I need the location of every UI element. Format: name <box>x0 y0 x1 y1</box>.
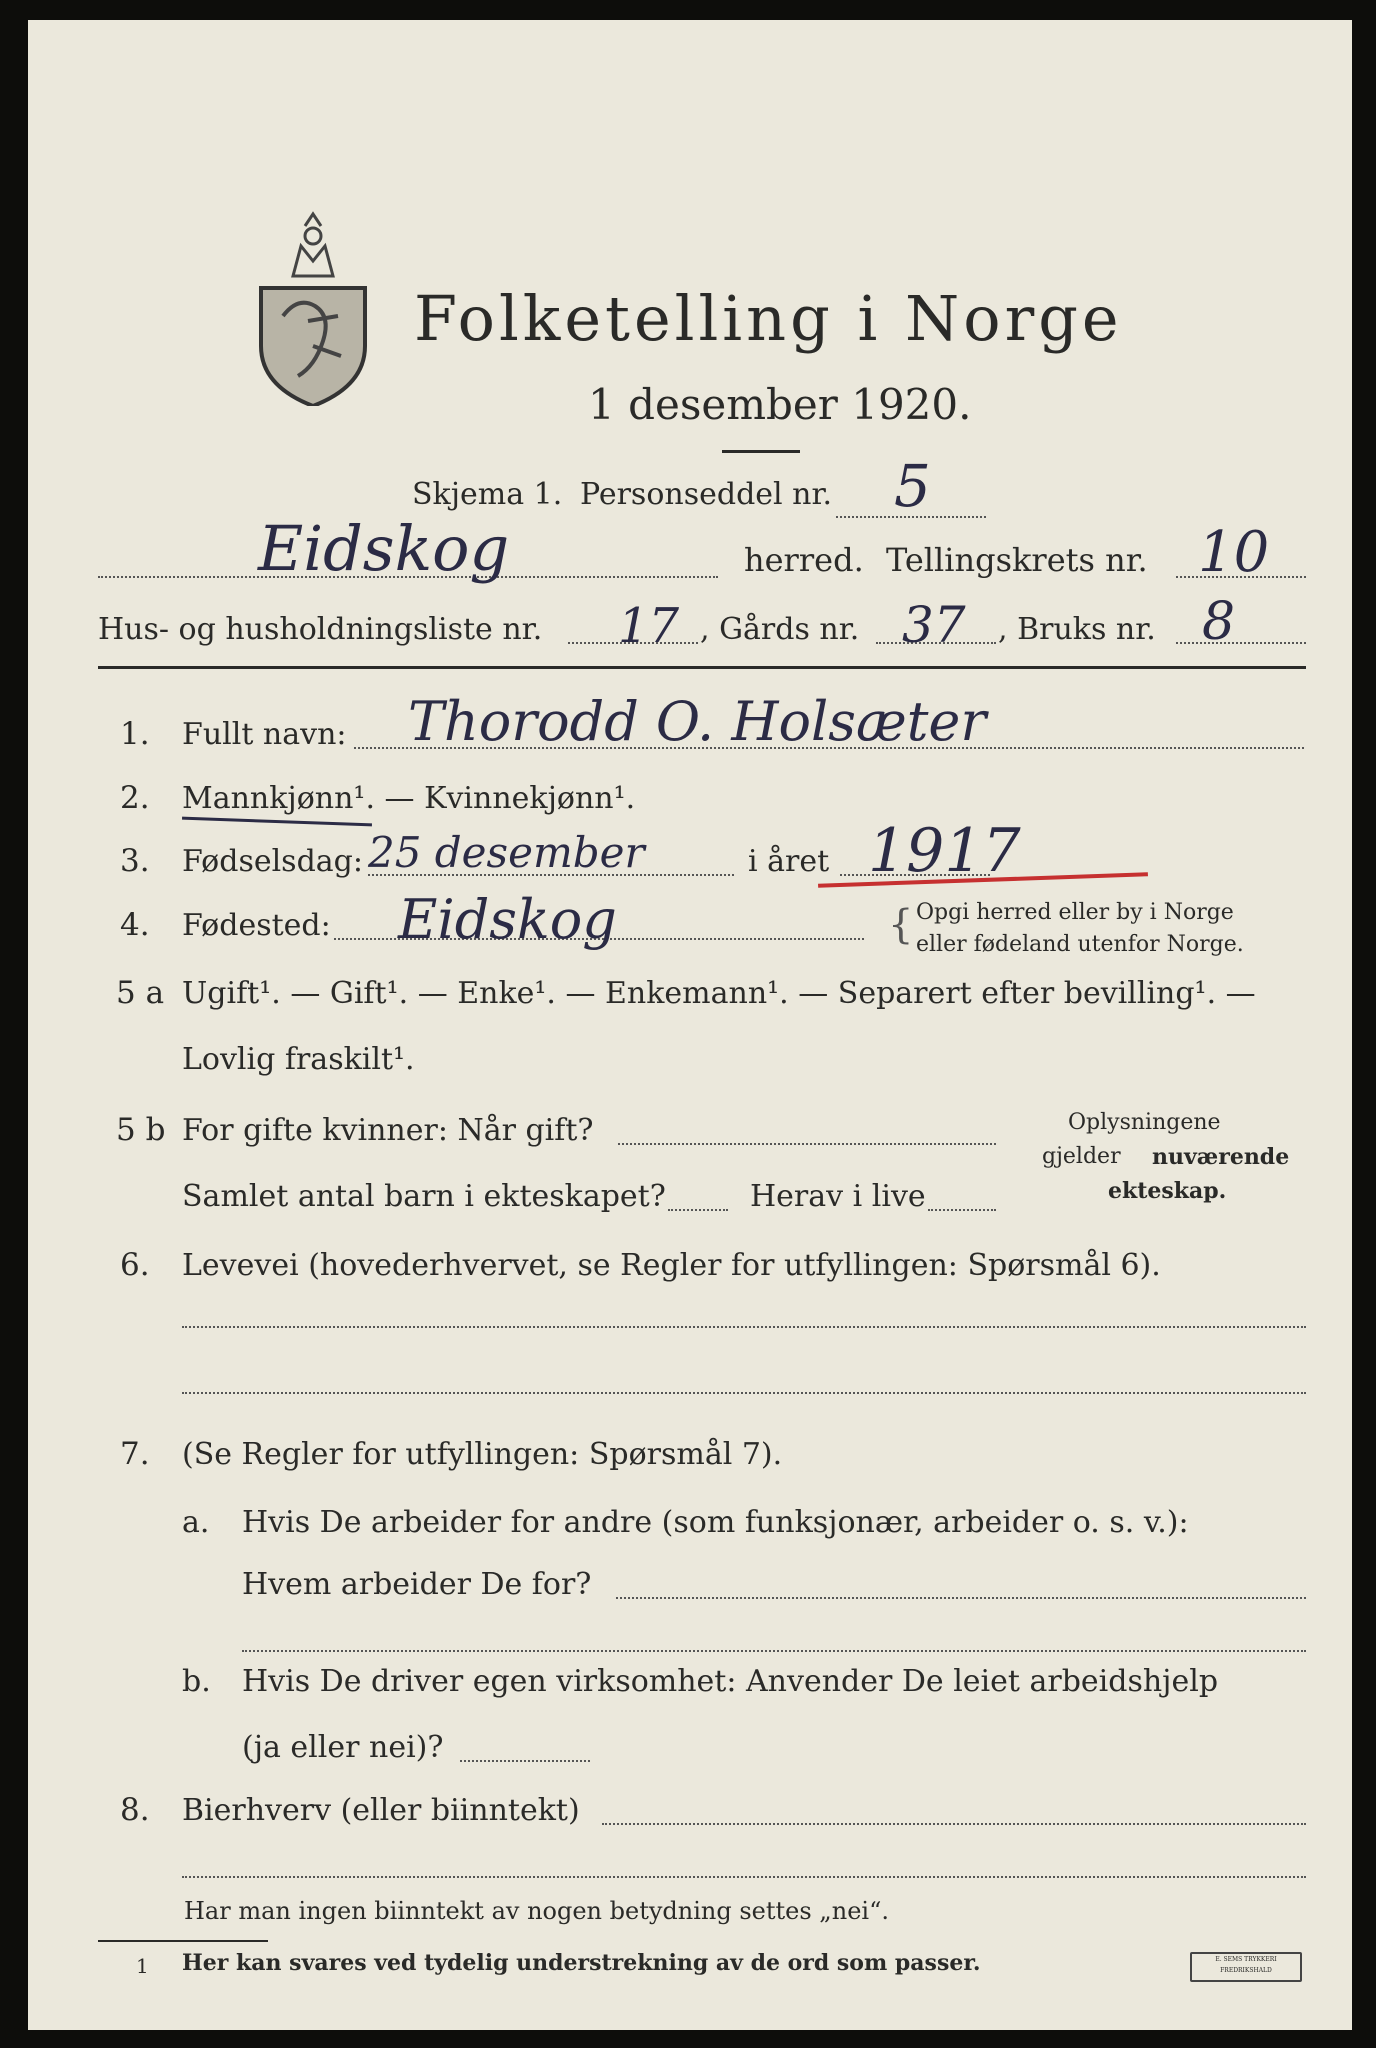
q7a-letter: a. <box>182 1505 210 1540</box>
q7a-line2: Hvem arbeider De for? <box>242 1567 592 1602</box>
bruks-label: , Bruks nr. <box>998 612 1156 647</box>
bruks-value: 8 <box>1202 592 1236 652</box>
question-6-number: 6. <box>120 1247 150 1283</box>
marital-status-options: Ugift¹. — Gift¹. — Enke¹. — Enkemann¹. — Separert efter bevilling¹. — <box>182 976 1256 1011</box>
current-marriage-note-3: ekteskap. <box>1108 1178 1227 1204</box>
schema-label: Skjema 1. <box>412 477 563 512</box>
census-form-page <box>28 20 1352 2030</box>
full-name-value: Thorodd O. Holsæter <box>408 690 987 753</box>
marital-status-divorced: Lovlig fraskilt¹. <box>182 1042 415 1077</box>
footnote-divider <box>98 1940 268 1942</box>
mannkjonn-underline <box>182 817 372 827</box>
form-title: Folketelling i Norge <box>414 282 1123 355</box>
side-income-note: Har man ingen biinntekt av nogen betydning settes „nei“. <box>184 1897 889 1925</box>
birth-year-label: i året <box>748 844 830 879</box>
children-alive-label: Herav i live <box>750 1179 926 1214</box>
q7b-line2: (ja eller nei)? <box>242 1730 444 1765</box>
birthdate-value: 25 desember <box>368 828 645 877</box>
married-women-label: For gifte kvinner: Når gift? <box>182 1113 594 1148</box>
side-income-line-1 <box>602 1823 1306 1825</box>
employer-line-1 <box>616 1597 1306 1599</box>
full-name-label: Fullt navn: <box>182 717 347 752</box>
hired-help-line <box>460 1760 590 1762</box>
title-divider <box>722 450 800 453</box>
birthdate-label: Fødselsdag: <box>182 844 363 879</box>
question-5a-number: 5 a <box>116 975 165 1011</box>
q7b-line1: Hvis De driver egen virksomhet: Anvender De leiet arbeidshjelp <box>242 1664 1219 1699</box>
children-total-label: Samlet antal barn i ekteskapet? <box>182 1179 666 1214</box>
sex-options: Mannkjønn¹. — Kvinnekjønn¹. <box>182 781 636 816</box>
question-1-number: 1. <box>120 716 150 752</box>
question-8-number: 8. <box>120 1792 150 1828</box>
birthplace-note-line1: Opgi herred eller by i Norge <box>916 900 1234 925</box>
q7a-line1: Hvis De arbeider for andre (som funksjonær, arbeider o. s. v.): <box>242 1505 1189 1540</box>
husholdning-value: 17 <box>618 598 680 654</box>
norway-coat-of-arms-icon <box>253 206 373 406</box>
question-3-number: 3. <box>120 843 150 879</box>
children-alive-line <box>928 1209 996 1211</box>
herred-label: herred. <box>744 541 864 579</box>
q7-label: (Se Regler for utfyllingen: Spørsmål 7). <box>182 1437 783 1472</box>
printer-stamp-text: E. SEMS TRYKKERI FREDRIKSHALD <box>1215 1956 1277 1974</box>
birthplace-label: Fødested: <box>182 908 331 943</box>
occupation-line-2 <box>182 1392 1306 1394</box>
occupation-label: Levevei (hovederhvervet, se Regler for utfyllingen: Spørsmål 6). <box>182 1248 1161 1283</box>
birth-year-value: 1917 <box>868 816 1021 886</box>
census-date: 1 desember 1920. <box>588 380 972 429</box>
birthplace-note-line2: eller fødeland utenfor Norge. <box>916 932 1244 957</box>
current-marriage-note-2a: gjelder <box>1042 1144 1121 1169</box>
children-total-line <box>668 1209 728 1211</box>
question-4-number: 4. <box>120 907 150 943</box>
footnote-text: Her kan svares ved tydelig understrekning av de ord som passer. <box>182 1950 981 1976</box>
tellingskrets-value: 10 <box>1198 520 1270 585</box>
gards-label: , Gårds nr. <box>700 612 860 647</box>
current-marriage-note-2b: nuværende <box>1152 1144 1290 1170</box>
birthplace-value: Eidskog <box>398 888 617 951</box>
marriage-date-line <box>618 1143 996 1145</box>
gards-value: 37 <box>902 596 966 654</box>
side-income-line-2 <box>182 1876 1306 1878</box>
occupation-line-1 <box>182 1326 1306 1328</box>
side-income-label: Bierhverv (eller biinntekt) <box>182 1793 580 1828</box>
current-marriage-note-1: Oplysningene <box>1068 1110 1221 1135</box>
printer-stamp <box>1190 1952 1302 1982</box>
herred-value: Eidskog <box>258 512 510 585</box>
header-divider <box>98 666 1306 669</box>
personseddel-value: 5 <box>894 452 931 520</box>
question-2-number: 2. <box>120 780 150 816</box>
q7b-letter: b. <box>182 1664 211 1699</box>
tellingskrets-label: Tellingskrets nr. <box>886 541 1148 579</box>
question-5b-number: 5 b <box>116 1112 166 1148</box>
bruks-line <box>1176 642 1306 644</box>
footnote-mark: 1 <box>136 1954 149 1978</box>
husholdning-label: Hus- og husholdningsliste nr. <box>98 612 543 647</box>
personseddel-label: Personseddel nr. <box>580 477 833 512</box>
birthplace-note-bracket: { <box>888 902 914 948</box>
employer-line-2 <box>242 1650 1306 1652</box>
question-7-number: 7. <box>120 1436 150 1472</box>
